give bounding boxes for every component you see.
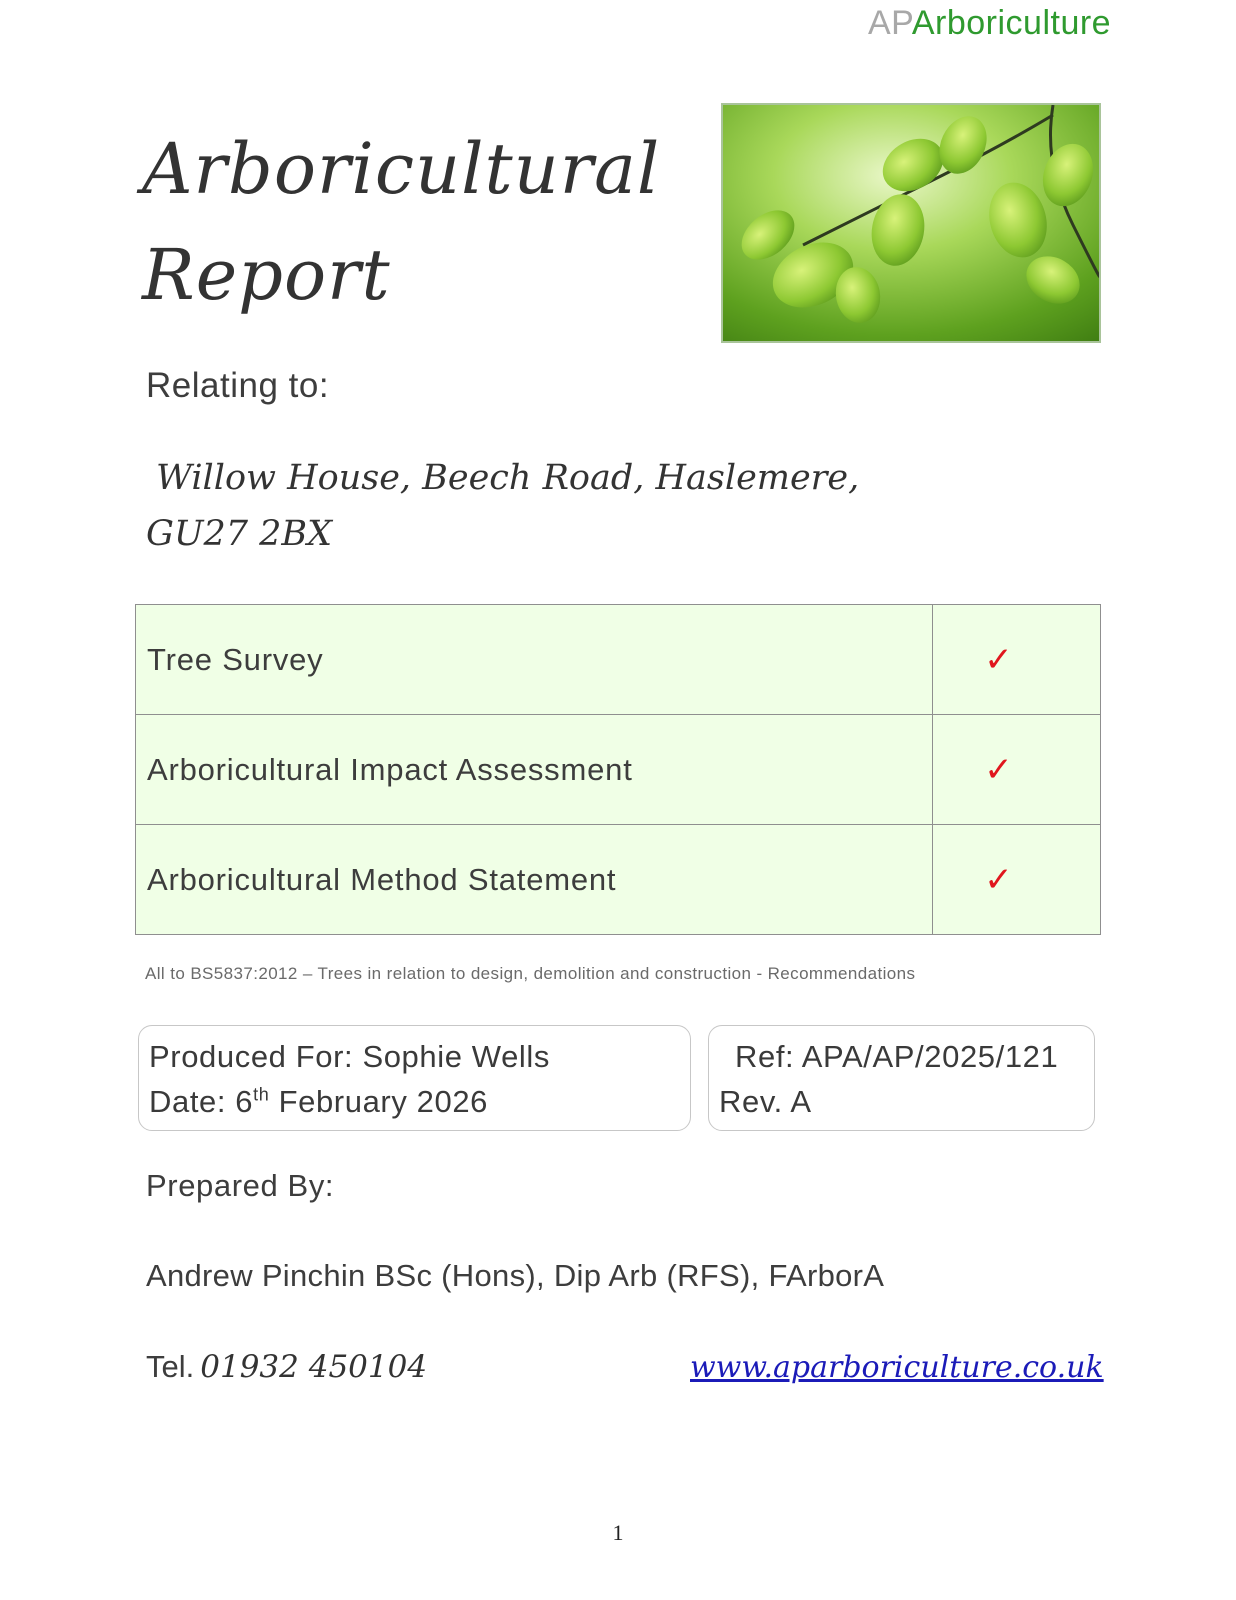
relating-to-label: Relating to: bbox=[146, 366, 330, 405]
site-address bbox=[146, 450, 906, 562]
brand-name: Arboriculture bbox=[911, 4, 1112, 42]
table-row bbox=[136, 825, 1101, 935]
tel-number: 01932 450104 bbox=[200, 1349, 428, 1385]
client-details-box bbox=[138, 1025, 691, 1131]
website-link[interactable]: www.aparboriculture.co.uk bbox=[690, 1350, 1104, 1385]
telephone bbox=[146, 1349, 427, 1385]
author-name: Andrew Pinchin BSc (Hons), Dip Arb (RFS), FArborA bbox=[146, 1258, 885, 1293]
revision: Rev. A bbox=[719, 1084, 812, 1119]
standard-note: All to BS5837:2012 – Trees in relation to design, demolition and construction - Recommendations bbox=[145, 964, 916, 983]
check-icon: ✓ bbox=[984, 639, 1013, 680]
report-scope-table bbox=[135, 604, 1101, 935]
table-row bbox=[136, 605, 1101, 715]
brand-logo bbox=[868, 4, 1111, 43]
scope-item-label: Arboricultural Impact Assessment bbox=[136, 715, 933, 825]
green-leaves-photo bbox=[721, 103, 1101, 343]
prepared-by-label: Prepared By: bbox=[146, 1168, 335, 1203]
report-date: Date: 6th February 2026 bbox=[149, 1084, 489, 1119]
brand-prefix: AP bbox=[868, 4, 912, 42]
reference-box bbox=[708, 1025, 1095, 1131]
page-number: 1 bbox=[612, 1520, 624, 1545]
address-line-1: Willow House, Beech Road, Haslemere, bbox=[156, 458, 860, 498]
reference-number: Ref: APA/AP/2025/121 bbox=[735, 1039, 1059, 1074]
table-row bbox=[136, 715, 1101, 825]
scope-item-label: Tree Survey bbox=[136, 605, 933, 715]
tel-label: Tel. bbox=[146, 1349, 195, 1384]
report-title: Arboricultural Report bbox=[142, 128, 661, 316]
scope-item-label: Arboricultural Method Statement bbox=[136, 825, 933, 935]
produced-for: Produced For: Sophie Wells bbox=[149, 1039, 550, 1074]
check-icon: ✓ bbox=[984, 859, 1013, 900]
address-line-2: GU27 2BX bbox=[146, 514, 333, 554]
check-icon: ✓ bbox=[984, 749, 1013, 790]
